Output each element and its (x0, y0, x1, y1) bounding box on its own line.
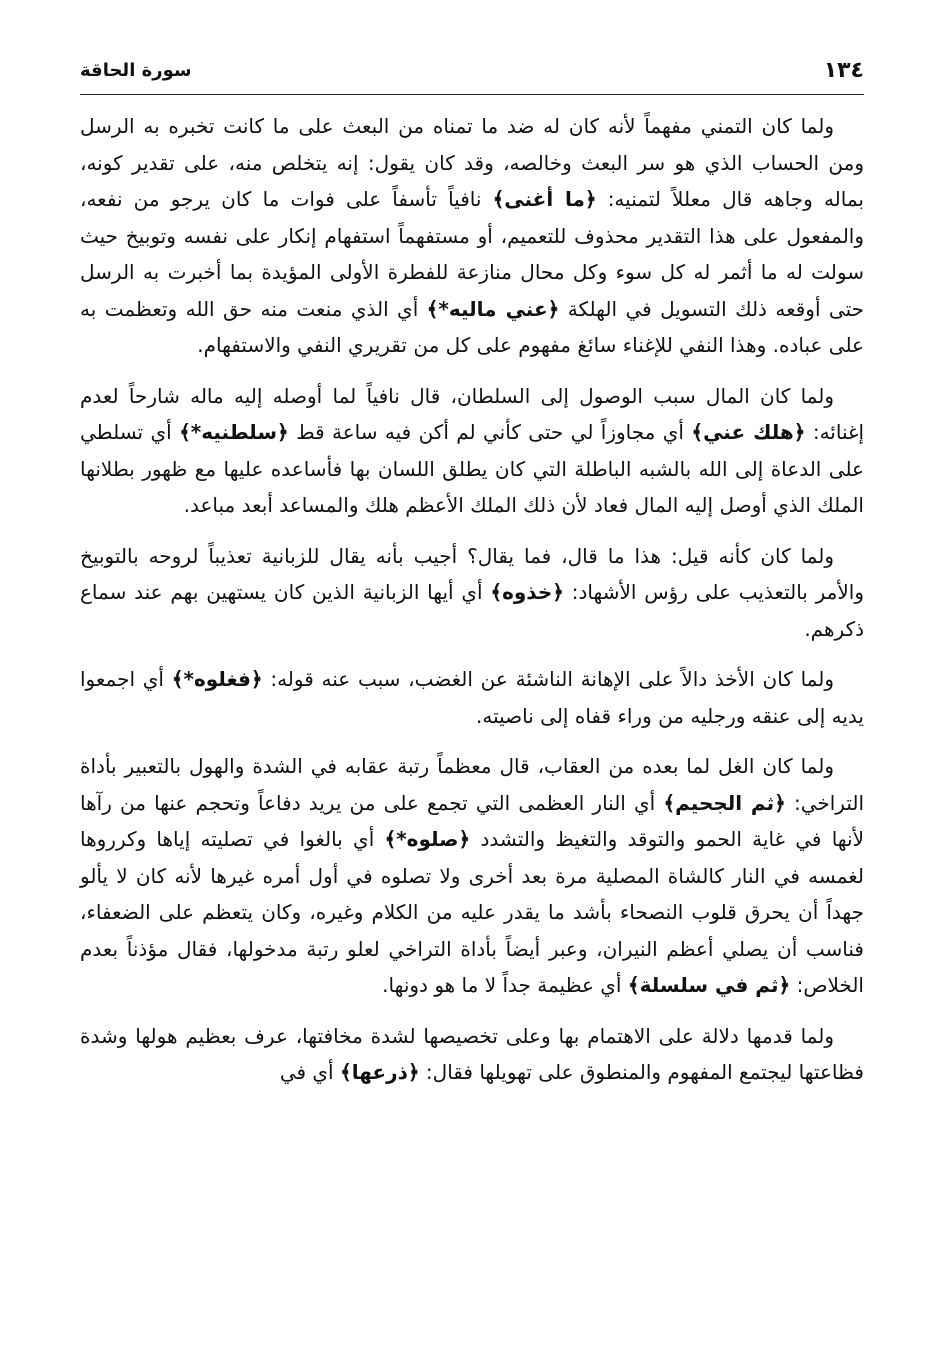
commentary-text: أي أيها الزبانية الذين كان يستهين بهم عند سماع ذكرهم. (80, 580, 864, 641)
quran-quote: ﴿ثم في سلسلة﴾ (627, 973, 791, 997)
commentary-text: ولما كان الأخذ دالاً على الإهانة الناشئة عن الغضب، سبب عنه قوله: (262, 667, 834, 691)
paragraph (80, 1018, 864, 1091)
surah-title: سورة الحاقة (80, 60, 192, 81)
commentary-text: ولما كان المال سبب الوصول إلى السلطان، قال نافياً لما أوصله إليه ماله شارحاً لعدم إغنائه: (80, 383, 865, 444)
body-text (80, 108, 864, 1105)
quran-quote: ﴿فغلوه*﴾ (171, 667, 263, 691)
paragraph (80, 538, 864, 648)
header-rule (80, 94, 864, 95)
commentary-text: أي مجاوزاً لي حتى كأني لم أكن فيه ساعة قط (288, 420, 692, 444)
commentary-text: نافياً تأسفاً على فوات ما كان يرجو من نفعه، والمفعول على هذا التقدير محذوف للتعميم، أو مستفهماً استفهام إنكار على نفسه وتوبيخ حيث سولت له ما أثمر له كل سوء وكل محال منازعة للفطرة الأولى المؤيدة بما أخبرت به الرسل حتى أوقعه ذلك التسويل في الهلكة (80, 187, 864, 321)
quran-quote: ﴿ثم الجحيم﴾ (663, 790, 786, 815)
quran-quote: ﴿هلك عني﴾ (691, 420, 806, 444)
commentary-text: ولما قدمها دلالة على الاهتمام بها وعلى تخصيصها لشدة مخافتها، عرف بعظيم هولها وشدة فظاعتها ليجتمع المفهوم والمنطوق على تهويلها فقال: (80, 1023, 864, 1084)
quran-quote: ﴿ذرعها﴾ (339, 1060, 420, 1084)
commentary-text: أي عظيمة جداً لا ما هو دونها. (382, 973, 628, 997)
paragraph (80, 748, 864, 1004)
commentary-text: ولما كان الغل لما بعده من العقاب، قال معظماً رتبة عقابه في الشدة والهول بالتعبير بأداة التراخي: (80, 754, 865, 815)
commentary-text: أي في (279, 1060, 340, 1084)
paragraph (80, 108, 864, 364)
quran-quote: ﴿عني ماليه*﴾ (426, 296, 560, 321)
commentary-text: أي الذي منعت منه حق الله وتعظمت به على عباده. وهذا النفي للإغناء سائغ مفهوم على كل من تقريري النفي والاستفهام. (80, 296, 864, 357)
page-number: ١٣٤ (823, 58, 864, 83)
quran-quote: ﴿صلوه*﴾ (384, 827, 471, 851)
commentary-text: ولما كان التمني مفهماً لأنه كان له ضد ما تمناه من البعث على ما كانت تخبره به الرسل ومن الحساب الذي هو سر البعث وخالصه، وقد كان يقول: إنه يتخلص منه، على تقدير كونه، بماله وجاهه قال معللاً لتمنيه: (80, 114, 864, 211)
paragraph (80, 661, 864, 734)
page-header (80, 54, 864, 94)
paragraph (80, 378, 864, 524)
commentary-text: أي اجمعوا يديه إلى عنقه ورجليه من وراء قفاه إلى ناصيته. (80, 667, 864, 728)
commentary-text: أي النار العظمى التي تجمع على من يريد دفاعاً وتحجم عنها من رآها لأنها في غاية الحمو والتوقد والتغيظ والتشدد (80, 790, 864, 851)
quran-quote: ﴿سلطنيه*﴾ (179, 420, 289, 444)
commentary-text: أي بالغوا في تصليته إياها وكرروها لغمسه في النار كالشاة المصلية مرة بعد أخرى ولا تصلوه في أول أمره غيرها لأنه كان لا يألو جهداً أن يحرق قلوب النصحاء بأشد ما يقدر عليه من الكلام وغيره، وكان يتعظم على الضعفاء، فناسب أن يصلي أعظم النيران، وعبر أيضاً بأداة التراخي لعلو رتبة مدخولها، فقال مؤذناً بعدم الخلاص: (80, 827, 864, 997)
quran-quote: ﴿خذوه﴾ (490, 580, 564, 604)
quran-quote: ﴿ما أغنى﴾ (492, 187, 597, 211)
commentary-text: أي تسلطي على الدعاة إلى الله بالشبه الباطلة التي كان يطلق اللسان بها فأساعده عليها مع ظهور بطلانها الملك الذي أوصل إليه المال فعاد لأن ذلك الملك الأعظم هلك والمساعد أبعد مباعد. (80, 420, 864, 517)
commentary-text: ولما كان كأنه قيل: هذا ما قال، فما يقال؟ أجيب بأنه يقال للزبانية تعذيباً لروحه بالتوبيخ والأمر بالتعذيب على رؤس الأشهاد: (80, 543, 864, 604)
